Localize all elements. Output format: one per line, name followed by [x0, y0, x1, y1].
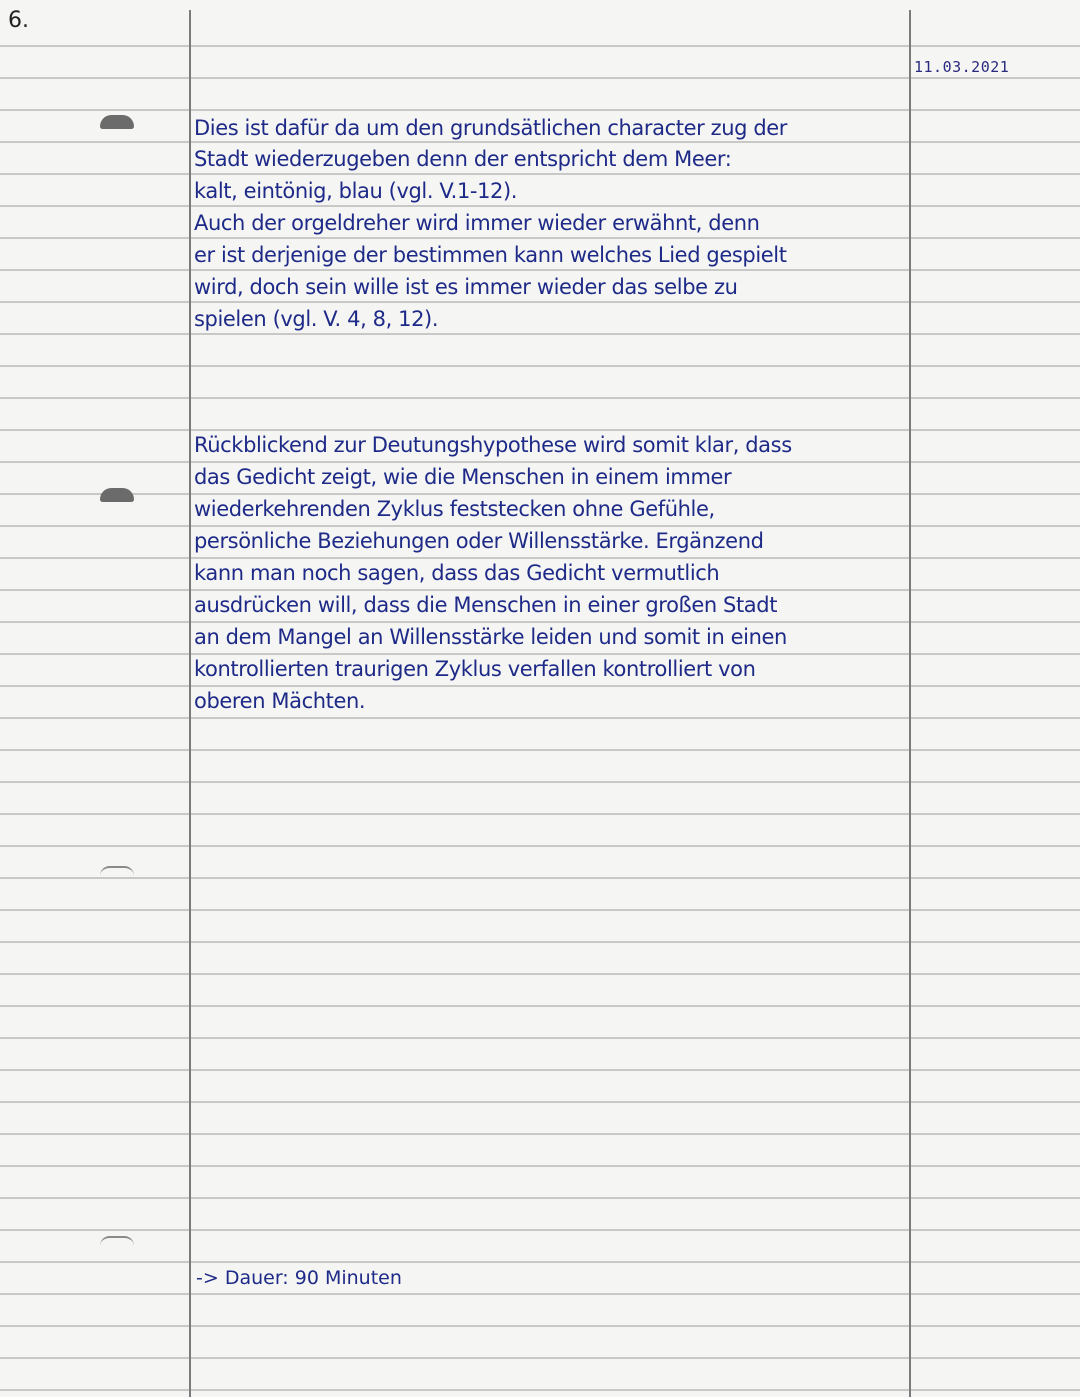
text-line: kontrollierten traurigen Zyklus verfallen kontrolliert von [194, 657, 756, 681]
punch-hole-icon [100, 1236, 134, 1248]
text-line: kalt, eintönig, blau (vgl. V.1-12). [194, 179, 518, 203]
punch-hole-icon [100, 866, 134, 878]
text-line: an dem Mangel an Willensstärke leiden und somit in einen [194, 625, 787, 649]
punch-hole-icon [100, 488, 134, 502]
duration-note: -> Dauer: 90 Minuten [196, 1267, 402, 1289]
punch-hole-icon [100, 115, 134, 129]
right-margin-line [909, 10, 911, 1397]
text-line: Rückblickend zur Deutungshypothese wird somit klar, dass [194, 433, 792, 457]
text-line: wiederkehrenden Zyklus feststecken ohne Gefühle, [194, 497, 715, 521]
page-number: 6. [8, 8, 29, 33]
text-line: kann man noch sagen, dass das Gedicht vermutlich [194, 561, 720, 585]
text-line: das Gedicht zeigt, wie die Menschen in einem immer [194, 465, 732, 489]
text-line: Stadt wiederzugeben denn der entspricht dem Meer: [194, 147, 732, 171]
text-line: spielen (vgl. V. 4, 8, 12). [194, 307, 439, 331]
text-line: er ist derjenige der bestimmen kann welches Lied gespielt [194, 243, 787, 267]
text-line: ausdrücken will, dass die Menschen in einer großen Stadt [194, 593, 778, 617]
left-margin-line [189, 10, 191, 1397]
text-line: Auch der orgeldreher wird immer wieder erwähnt, denn [194, 211, 760, 235]
text-line: persönliche Beziehungen oder Willensstärke. Ergänzend [194, 529, 764, 553]
text-line: Dies ist dafür da um den grundsätlichen character zug der [194, 116, 788, 140]
text-line: wird, doch sein wille ist es immer wieder das selbe zu [194, 275, 738, 299]
text-line: oberen Mächten. [194, 689, 366, 713]
date: 11.03.2021 [914, 58, 1010, 76]
